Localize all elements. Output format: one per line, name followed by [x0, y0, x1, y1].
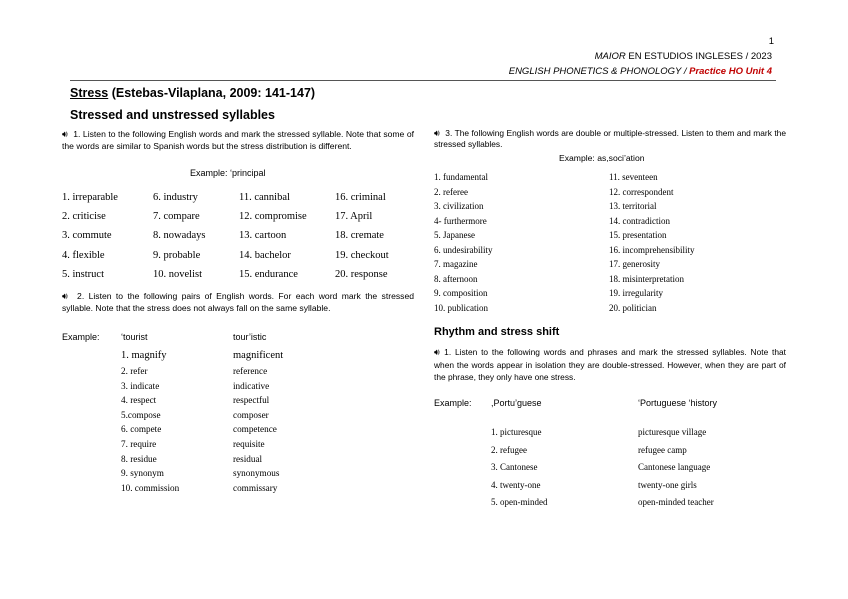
list-item: 20. politician: [609, 302, 657, 313]
list-item: 1. fundamental: [434, 172, 488, 182]
list-item: 4. twenty-one: [491, 479, 541, 490]
rhythm-instruction: [434, 346, 786, 384]
ex2-example-a: ‘tourist: [121, 332, 148, 342]
degree-line: [595, 51, 772, 62]
list-item: 12. correspondent: [609, 186, 674, 197]
speaker-icon: 🔊︎: [434, 347, 442, 357]
ex1-col4: [335, 188, 389, 284]
header-rule: [70, 80, 776, 81]
list-item: 5.compose: [121, 409, 161, 420]
list-item: 17. generosity: [609, 259, 660, 269]
ex3-col2: [609, 170, 695, 315]
list-item: 9. probable: [153, 249, 201, 261]
list-item: 3. indicate: [121, 380, 160, 391]
rhythm-col1: [491, 424, 548, 512]
list-item: residual: [233, 453, 263, 464]
list-item: 16. criminal: [335, 192, 386, 203]
ex2-example-b: tour’istic: [233, 332, 267, 342]
ex2-instruction: [62, 290, 414, 314]
list-item: 5. instruct: [62, 268, 104, 280]
list-item: 4. flexible: [62, 249, 105, 261]
list-item: commissary: [233, 482, 278, 493]
list-item: 1. irreparable: [62, 192, 118, 203]
rhythm-text: 1. Listen to the following words and phrases and mark the stressed syllables. Note that when the words appear in isolation they are double-stressed. However, when they are part of the phrase, they only have one stress.: [434, 347, 787, 383]
ex2-col1: [121, 348, 179, 495]
practice-label: Practice HO Unit 4: [689, 66, 772, 77]
course-line: [509, 66, 772, 77]
section-title: [70, 86, 315, 100]
ex1-example: Example: ‘principal: [190, 168, 266, 178]
list-item: 9. synonym: [121, 468, 164, 479]
list-item: 9. composition: [434, 288, 488, 298]
ex2-example-label: Example:: [62, 332, 100, 342]
list-item: competence: [233, 424, 277, 435]
list-item: 7. compare: [153, 211, 200, 223]
ex3-col1: [434, 170, 493, 315]
list-item: picturesque village: [638, 427, 707, 437]
list-item: 18. misinterpretation: [609, 273, 684, 284]
page-number: 1: [768, 36, 774, 47]
list-item: 14. contradiction: [609, 215, 670, 226]
ex3-text: 3. The following English words are double or multiple-stressed. Listen to them and mark the stressed syllables.: [434, 128, 786, 149]
list-item: 3. Cantonese: [491, 462, 538, 473]
list-item: 17. April: [335, 211, 373, 223]
list-item: 15. presentation: [609, 230, 667, 240]
list-item: 4- furthermore: [434, 215, 487, 226]
list-item: synonymous: [233, 468, 280, 479]
rhythm-col2: [638, 424, 714, 512]
list-item: Cantonese language: [638, 462, 711, 473]
list-item: 7. require: [121, 438, 157, 449]
speaker-icon: 🔊︎: [62, 291, 70, 301]
list-item: 16. incomprehensibility: [609, 244, 695, 255]
list-item: 8. afternoon: [434, 273, 478, 284]
list-item: 7. magazine: [434, 259, 478, 269]
title-reference: (Estebas-Vilaplana, 2009: 141-147): [108, 86, 316, 100]
list-item: 5. open-minded: [491, 497, 548, 508]
list-item: indicative: [233, 380, 270, 391]
list-item: 14. bachelor: [239, 249, 291, 261]
title-stress: Stress: [70, 86, 109, 100]
rhythm-example-a: ,Portu’guese: [491, 398, 542, 408]
speaker-icon: 🔊︎: [434, 128, 440, 138]
list-item: 15. endurance: [239, 268, 298, 280]
course-name: ENGLISH PHONETICS & PHONOLOGY /: [508, 66, 690, 77]
list-item: 11. cannibal: [239, 192, 290, 203]
rhythm-title: Rhythm and stress shift: [434, 326, 560, 338]
ex1-col2: [153, 188, 206, 284]
list-item: 3. commute: [62, 230, 112, 242]
speaker-icon: 🔊︎: [62, 129, 68, 139]
ex1-instruction: [62, 128, 414, 152]
list-item: twenty-one girls: [638, 479, 697, 490]
list-item: 1. picturesque: [491, 427, 542, 437]
list-item: 10. novelist: [153, 268, 202, 280]
list-item: 12. compromise: [239, 211, 307, 223]
ex3-example: Example: as,soci’ation: [559, 153, 645, 163]
list-item: 10. commission: [121, 482, 180, 493]
list-item: 2. criticise: [62, 211, 106, 223]
list-item: composer: [233, 409, 269, 420]
list-item: 20. response: [335, 268, 388, 280]
ex1-col1: [62, 188, 118, 284]
list-item: refugee camp: [638, 444, 687, 455]
list-item: 3. civilization: [434, 201, 484, 211]
list-item: 6. compete: [121, 424, 162, 435]
list-item: magnificent: [233, 350, 284, 361]
ex1-col3: [239, 188, 307, 284]
list-item: 2. refugee: [491, 444, 527, 455]
rhythm-example-b: ‘Portuguese ‘history: [638, 398, 718, 408]
list-item: 6. industry: [153, 192, 198, 203]
list-item: 8. residue: [121, 453, 157, 464]
list-item: 4. respect: [121, 395, 157, 406]
ex1-text: 1. Listen to the following English words and mark the stressed syllable. Note that some of the words are similar to Spanish words but the stress distribution is different.: [62, 129, 414, 152]
list-item: 2. refer: [121, 366, 148, 376]
degree-rest: EN ESTUDIOS INGLESES / 2023: [625, 51, 772, 62]
list-item: 13. cartoon: [239, 230, 287, 242]
list-item: 19. irregularity: [609, 288, 663, 298]
ex2-col2: [233, 348, 283, 495]
list-item: 8. nowadays: [153, 230, 206, 242]
list-item: 13. territorial: [609, 201, 657, 211]
list-item: 6. undesirability: [434, 244, 493, 255]
list-item: open-minded teacher: [638, 497, 714, 508]
ex2-text: 2. Listen to the following pairs of English words. For each word mark the stressed syllable. Note that the stress does not always fall on the same syllable.: [62, 291, 415, 314]
list-item: 2. referee: [434, 186, 468, 197]
list-item: respectful: [233, 395, 270, 406]
list-item: 19. checkout: [335, 249, 389, 261]
list-item: 1. magnify: [121, 350, 167, 361]
list-item: requisite: [233, 438, 265, 449]
list-item: 5. Japanese: [434, 230, 475, 240]
list-item: 11. seventeen: [609, 172, 658, 182]
section-subtitle: Stressed and unstressed syllables: [70, 108, 275, 122]
list-item: reference: [233, 366, 268, 376]
degree-maior: MAIOR: [594, 51, 626, 62]
rhythm-example-label: Example:: [434, 398, 472, 408]
list-item: 18. cremate: [335, 230, 384, 242]
list-item: 10. publication: [434, 302, 488, 313]
ex3-instruction: [434, 128, 786, 150]
